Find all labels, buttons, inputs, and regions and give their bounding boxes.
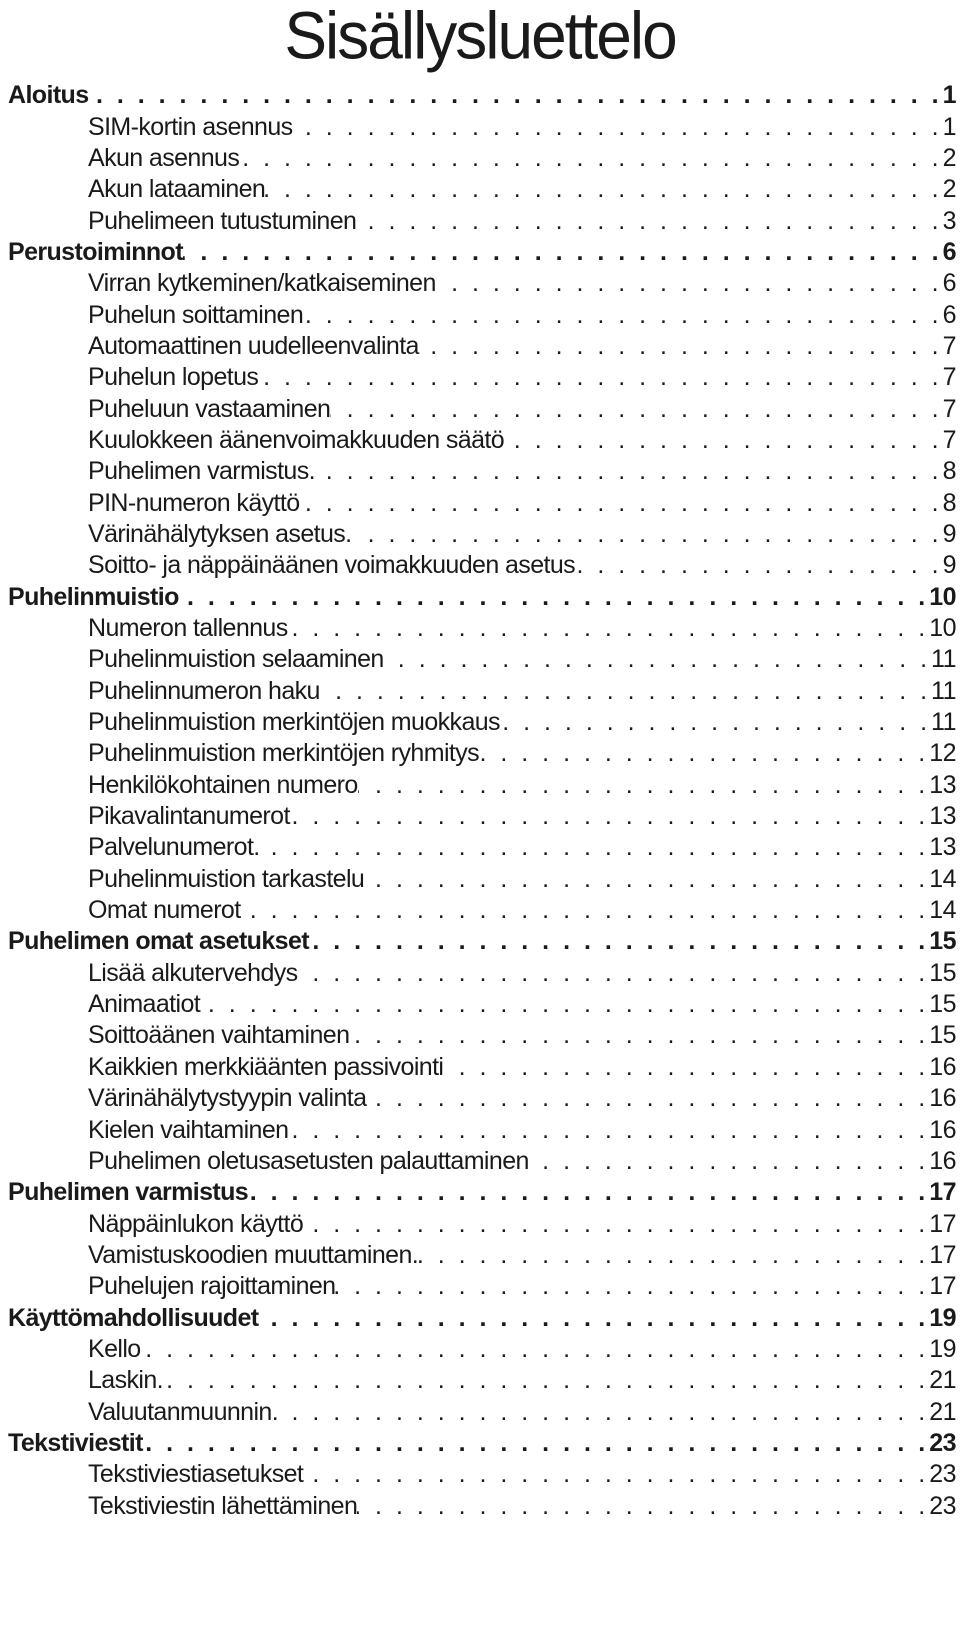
toc-entry-page-number: 15 [929, 927, 956, 956]
toc-entry-page-number: 7 [942, 331, 956, 360]
toc-entry-page-number: 1 [942, 81, 956, 110]
dot-leader [418, 1241, 925, 1270]
toc-subsection-entry [8, 801, 956, 832]
toc-entry-label: PIN-numeron käyttö [88, 488, 300, 517]
dot-leader [143, 1429, 925, 1458]
dot-leader [356, 207, 938, 236]
dot-leader [179, 583, 925, 612]
toc-entry-page-number: 13 [929, 802, 956, 831]
dot-leader [364, 865, 925, 894]
toc-entry-label: Puhelinmuistion merkintöjen muokkaus [88, 708, 500, 737]
toc-entry-label: Automaattinen uudelleenvalinta [88, 331, 419, 360]
toc-subsection-entry [8, 1334, 956, 1365]
toc-entry-label: Pikavalintanumerot [88, 802, 290, 831]
toc-entry-page-number: 1 [942, 112, 956, 141]
dot-leader [330, 395, 938, 424]
toc-entry-page-number: 10 [929, 582, 956, 611]
dot-leader [419, 332, 939, 361]
toc-subsection-entry [8, 613, 956, 644]
toc-entry-page-number: 10 [929, 614, 956, 643]
toc-entry-page-number: 11 [931, 708, 956, 737]
dot-leader [298, 959, 926, 988]
toc-entry-label: Animaatiot [88, 990, 201, 1019]
toc-subsection-entry [8, 707, 956, 738]
toc-entry-page-number: 8 [942, 457, 956, 486]
dot-leader [300, 489, 939, 518]
toc-subsection-entry [8, 895, 956, 926]
dot-leader [303, 301, 938, 330]
toc-entry-label: Numeron tallennus [88, 614, 288, 643]
dot-leader [309, 927, 925, 956]
toc-subsection-entry [8, 1146, 956, 1177]
toc-entry-page-number: 21 [929, 1397, 956, 1426]
toc-entry-page-number: 16 [929, 1115, 956, 1144]
toc-subsection-entry [8, 676, 956, 707]
toc-subsection-entry [8, 958, 956, 989]
toc-entry-page-number: 8 [942, 488, 956, 517]
dot-leader [504, 426, 939, 455]
dot-leader [529, 1147, 925, 1176]
toc-subsection-entry [8, 738, 956, 769]
toc-subsection-entry [8, 205, 956, 236]
toc-entry-label: Akun lataaminen [88, 175, 266, 204]
dot-leader [260, 833, 926, 862]
toc-subsection-entry [8, 1490, 956, 1521]
dot-leader [479, 739, 925, 768]
dot-leader [303, 1210, 925, 1239]
toc-entry-page-number: 15 [929, 990, 956, 1019]
dot-leader [183, 238, 939, 267]
toc-entry-page-number: 23 [929, 1460, 956, 1489]
toc-entry-label: Puhelujen rajoittaminen [88, 1272, 336, 1301]
toc-entry-page-number: 14 [929, 864, 956, 893]
toc-entry-label: Tekstiviestiasetukset [88, 1460, 304, 1489]
dot-leader [384, 645, 927, 674]
toc-subsection-entry [8, 362, 956, 393]
toc-entry-label: Aloitus [8, 81, 89, 110]
toc-entry-label: Virran kytkeminen/katkaiseminen [88, 269, 436, 298]
toc-entry-page-number: 17 [929, 1209, 956, 1238]
dot-leader [366, 1084, 925, 1113]
toc-subsection-entry [8, 519, 956, 550]
toc-subsection-entry [8, 1208, 956, 1239]
toc-subsection-entry [8, 268, 956, 299]
dot-leader [163, 1366, 925, 1395]
dot-leader [200, 990, 925, 1019]
toc-subsection-entry [8, 331, 956, 362]
toc-entry-label: Kuulokkeen äänenvoimakkuuden säätö [88, 425, 505, 454]
toc-entry-label: Henkilökohtainen numero [88, 770, 358, 799]
toc-entry-page-number: 9 [942, 551, 956, 580]
toc-entry-label: Kaikkien merkkiäänten passivointi [88, 1052, 444, 1081]
toc-entry-page-number: 14 [929, 896, 956, 925]
toc-entry-label: Lisää alkutervehdys [88, 958, 298, 987]
toc-entry-page-number: 16 [929, 1052, 956, 1081]
dot-leader [500, 708, 927, 737]
toc-entry-page-number: 16 [929, 1146, 956, 1175]
toc-entry-label: Vamistuskoodien muuttaminen. [88, 1240, 419, 1269]
toc-entry-page-number: 7 [942, 394, 956, 423]
dot-leader [241, 896, 926, 925]
toc-section-entry [8, 80, 956, 111]
toc-entry-page-number: 6 [942, 269, 956, 298]
toc-subsection-entry [8, 393, 956, 424]
toc-entry-page-number: 13 [929, 833, 956, 862]
toc-entry-label: Puhelinmuistion tarkastelu [88, 864, 365, 893]
toc-entry-page-number: 9 [942, 519, 956, 548]
toc-subsection-entry [8, 111, 956, 142]
toc-entry-page-number: 6 [942, 237, 956, 266]
toc-entry-label: Omat numerot [88, 896, 241, 925]
toc-subsection-entry [8, 1240, 956, 1271]
toc-entry-label: Puhelimeen tutustuminen [88, 206, 357, 235]
toc-entry-label: Laskin. [88, 1366, 164, 1395]
toc-entry-label: Kello [88, 1334, 141, 1363]
toc-entry-page-number: 19 [929, 1334, 956, 1363]
toc-entry-label: Soitto- ja näppäinäänen voimakkuuden asetus [88, 551, 576, 580]
toc-entry-label: Puhelinmuistio [8, 582, 179, 611]
dot-leader [352, 520, 939, 549]
toc-entry-page-number: 23 [929, 1428, 956, 1457]
toc-entry-page-number: 15 [929, 1021, 956, 1050]
toc-entry-label: SIM-kortin asennus [88, 112, 293, 141]
table-of-contents [8, 80, 956, 1522]
toc-entry-page-number: 21 [929, 1366, 956, 1395]
toc-subsection-entry [8, 1114, 956, 1145]
toc-entry-label: Värinähälytyksen asetus. [88, 519, 352, 548]
toc-entry-page-number: 15 [929, 958, 956, 987]
toc-entry-page-number: 7 [942, 425, 956, 454]
toc-entry-label: Käyttömahdollisuudet [8, 1303, 259, 1332]
dot-leader [248, 1178, 925, 1207]
toc-entry-label: Puhelimen varmistus. [88, 457, 315, 486]
toc-entry-page-number: 23 [929, 1491, 956, 1520]
dot-leader [443, 1053, 925, 1082]
toc-entry-page-number: 16 [929, 1084, 956, 1113]
dot-leader [258, 363, 938, 392]
toc-entry-page-number: 17 [929, 1240, 956, 1269]
dot-leader [259, 1304, 926, 1333]
toc-subsection-entry [8, 832, 956, 863]
toc-entry-label: Kielen vaihtaminen [88, 1115, 289, 1144]
toc-entry-label: Puhelimen omat asetukset [8, 927, 309, 956]
dot-leader [265, 175, 938, 204]
dot-leader [357, 1492, 925, 1521]
toc-entry-label: Puhelun soittaminen [88, 300, 304, 329]
toc-subsection-entry [8, 143, 956, 174]
toc-entry-label: Valuutanmuunnin. [88, 1397, 279, 1426]
toc-entry-label: Näppäinlukon käyttö [88, 1209, 304, 1238]
toc-entry-label: Perustoiminnot [8, 237, 183, 266]
toc-entry-label: Puhelun lopetus [88, 363, 259, 392]
toc-subsection-entry [8, 487, 956, 518]
dot-leader [358, 771, 925, 800]
toc-entry-label: Puhelimen oletusasetusten palauttaminen [88, 1146, 529, 1175]
toc-subsection-entry [8, 1396, 956, 1427]
toc-entry-label: Tekstiviestin lähettäminen [88, 1491, 358, 1520]
toc-subsection-entry [8, 1020, 956, 1051]
toc-subsection-entry [8, 456, 956, 487]
toc-subsection-entry [8, 770, 956, 801]
toc-entry-page-number: 2 [942, 175, 956, 204]
toc-entry-page-number: 17 [929, 1178, 956, 1207]
toc-subsection-entry [8, 550, 956, 581]
toc-subsection-entry [8, 1083, 956, 1114]
toc-section-entry [8, 926, 956, 957]
dot-leader [288, 1116, 925, 1145]
toc-entry-page-number: 7 [942, 363, 956, 392]
toc-subsection-entry [8, 1459, 956, 1490]
toc-entry-label: Tekstiviestit [8, 1428, 143, 1457]
toc-section-entry [8, 1428, 956, 1459]
toc-section-entry [8, 1177, 956, 1208]
toc-entry-label: Puheluun vastaaminen [88, 394, 331, 423]
toc-subsection-entry [8, 1365, 956, 1396]
dot-leader [89, 81, 939, 110]
toc-entry-label: Puhelimen varmistus [8, 1178, 249, 1207]
toc-subsection-entry [8, 644, 956, 675]
toc-entry-page-number: 19 [929, 1303, 956, 1332]
dot-leader [315, 457, 939, 486]
toc-entry-page-number: 3 [942, 206, 956, 235]
toc-subsection-entry [8, 864, 956, 895]
toc-entry-page-number: 6 [942, 300, 956, 329]
dot-leader [290, 802, 925, 831]
toc-entry-page-number: 12 [929, 739, 956, 768]
toc-subsection-entry [8, 1052, 956, 1083]
dot-leader [303, 1460, 925, 1489]
toc-subsection-entry [8, 299, 956, 330]
toc-entry-label: Palvelunumerot. [88, 833, 260, 862]
toc-subsection-entry [8, 174, 956, 205]
dot-leader [335, 1272, 925, 1301]
dot-leader [239, 144, 938, 173]
toc-entry-page-number: 2 [942, 143, 956, 172]
dot-leader [288, 614, 926, 643]
toc-entry-page-number: 11 [931, 645, 956, 674]
toc-entry-label: Soittoäänen vaihtaminen [88, 1021, 350, 1050]
toc-entry-label: Puhelinmuistion merkintöjen ryhmitys [88, 739, 480, 768]
toc-section-entry [8, 1302, 956, 1333]
toc-entry-page-number: 17 [929, 1272, 956, 1301]
page-title: Sisällysluettelo [284, 0, 676, 74]
toc-entry-page-number: 13 [929, 770, 956, 799]
toc-section-entry [8, 237, 956, 268]
dot-leader [575, 551, 939, 580]
toc-entry-page-number: 11 [931, 676, 956, 705]
toc-subsection-entry [8, 425, 956, 456]
toc-section-entry [8, 582, 956, 613]
toc-subsection-entry [8, 1271, 956, 1302]
toc-entry-label: Puhelinmuistion selaaminen [88, 645, 384, 674]
toc-entry-label: Puhelinnumeron haku [88, 676, 320, 705]
dot-leader [320, 677, 927, 706]
toc-entry-label: Akun asennus [88, 143, 240, 172]
dot-leader [293, 113, 939, 142]
dot-leader [141, 1335, 926, 1364]
dot-leader [349, 1021, 925, 1050]
dot-leader [436, 269, 939, 298]
toc-entry-label: Värinähälytystyypin valinta [88, 1084, 367, 1113]
toc-subsection-entry [8, 989, 956, 1020]
dot-leader [278, 1398, 925, 1427]
